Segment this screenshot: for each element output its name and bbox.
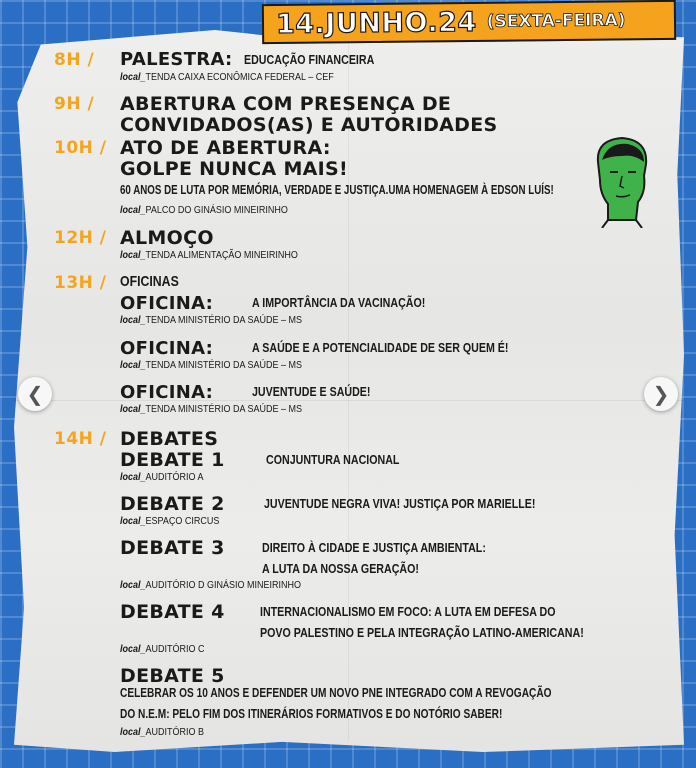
weekday-label: (SEXTA-FEIRA) [486, 10, 626, 32]
carousel-next-button[interactable] [644, 377, 678, 411]
workshop-location: local_TENDA MINISTÉRIO DA SAÚDE – MS [120, 315, 303, 326]
event-time: 9H / [54, 94, 95, 114]
workshop-label: OFICINA: [120, 338, 214, 359]
debate-label: DEBATE 3 [120, 537, 225, 559]
event-location: local_PALCO DO GINÁSIO MINEIRINHO [120, 205, 288, 216]
event-location: local_TENDA CAIXA ECONÔMICA FEDERAL – CEF [120, 72, 334, 83]
debate-topic-line2: POVO PALESTINO E PELA INTEGRAÇÃO LATINO-AMERICANA! [260, 625, 584, 640]
event-location: local_TENDA ALIMENTAÇÃO MINEIRINHO [120, 250, 298, 261]
workshop-label: OFICINA: [120, 382, 214, 403]
event-time: 12H / [54, 228, 107, 248]
debate-location: local_AUDITÓRIO A [120, 472, 204, 483]
event-title: OFICINAS [120, 273, 179, 290]
debate-topic-line2: A LUTA DA NOSSA GERAÇÃO! [262, 561, 419, 576]
debate-label: DEBATE 1 [120, 449, 225, 471]
workshop-topic: A IMPORTÂNCIA DA VACINAÇÃO! [252, 295, 426, 310]
debate-topic-line2: DO N.E.M: PELO FIM DOS ITINERÁRIOS FORMATIVOS E DO NOTÓRIO SABER! [120, 706, 503, 721]
workshop-topic: A SAÚDE E A POTENCIALIDADE DE SER QUEM É! [252, 340, 509, 355]
event-time: 14H / [54, 429, 107, 449]
event-time: 13H / [54, 273, 107, 293]
event-time: 10H / [54, 138, 107, 158]
debate-topic: DIREITO À CIDADE E JUSTIÇA AMBIENTAL: [262, 540, 486, 555]
debate-location: local_AUDITÓRIO B [120, 727, 205, 738]
event-title-line2: GOLPE NUNCA MAIS! [120, 158, 348, 180]
event-title: ALMOÇO [120, 227, 214, 249]
workshop-location: local_TENDA MINISTÉRIO DA SAÚDE – MS [120, 404, 303, 415]
debate-topic: JUVENTUDE NEGRA VIVA! JUSTIÇA POR MARIELLE! [264, 496, 536, 511]
debate-label: DEBATE 4 [120, 601, 225, 623]
debate-topic: CONJUNTURA NACIONAL [266, 452, 400, 467]
chevron-left-icon: ❮ [26, 382, 44, 406]
workshop-location: local_TENDA MINISTÉRIO DA SAÚDE – MS [120, 360, 303, 371]
debate-location: local_AUDITÓRIO D GINÁSIO MINEIRINHO [120, 580, 302, 591]
event-title: DEBATES [120, 428, 219, 450]
workshop-label: OFICINA: [120, 293, 214, 314]
carousel-prev-button[interactable] [18, 377, 52, 411]
debate-location: local_ESPAÇO CIRCUS [120, 516, 220, 527]
event-title: ABERTURA COM PRESENÇA DE [120, 93, 452, 115]
event-title: ATO DE ABERTURA: [120, 137, 331, 159]
debate-topic: INTERNACIONALISMO EM FOCO: A LUTA EM DEFESA DO [260, 604, 556, 619]
debate-label: DEBATE 5 [120, 665, 225, 687]
workshop-topic: JUVENTUDE E SAÚDE! [252, 384, 371, 399]
event-title-line2: CONVIDADOS(AS) E AUTORIDADES [120, 114, 498, 136]
event-title: PALESTRA: [120, 49, 233, 70]
debate-label: DEBATE 2 [120, 493, 225, 515]
event-time: 8H / [54, 50, 95, 70]
edson-luis-portrait-icon [588, 132, 656, 228]
debate-location: local_AUDITÓRIO C [120, 644, 205, 655]
debate-topic: CELEBRAR OS 10 ANOS E DEFENDER UM NOVO PNE INTEGRADO COM A REVOGAÇÃO [120, 685, 552, 700]
event-subtitle: EDUCAÇÃO FINANCEIRA [244, 52, 375, 67]
event-description: 60 ANOS DE LUTA POR MEMÓRIA, VERDADE E JUSTIÇA.UMA HOMENAGEM À EDSON LUÍS! [120, 182, 554, 197]
date-label: 14.JUNHO.24 [275, 6, 477, 40]
chevron-right-icon: ❯ [652, 382, 670, 406]
